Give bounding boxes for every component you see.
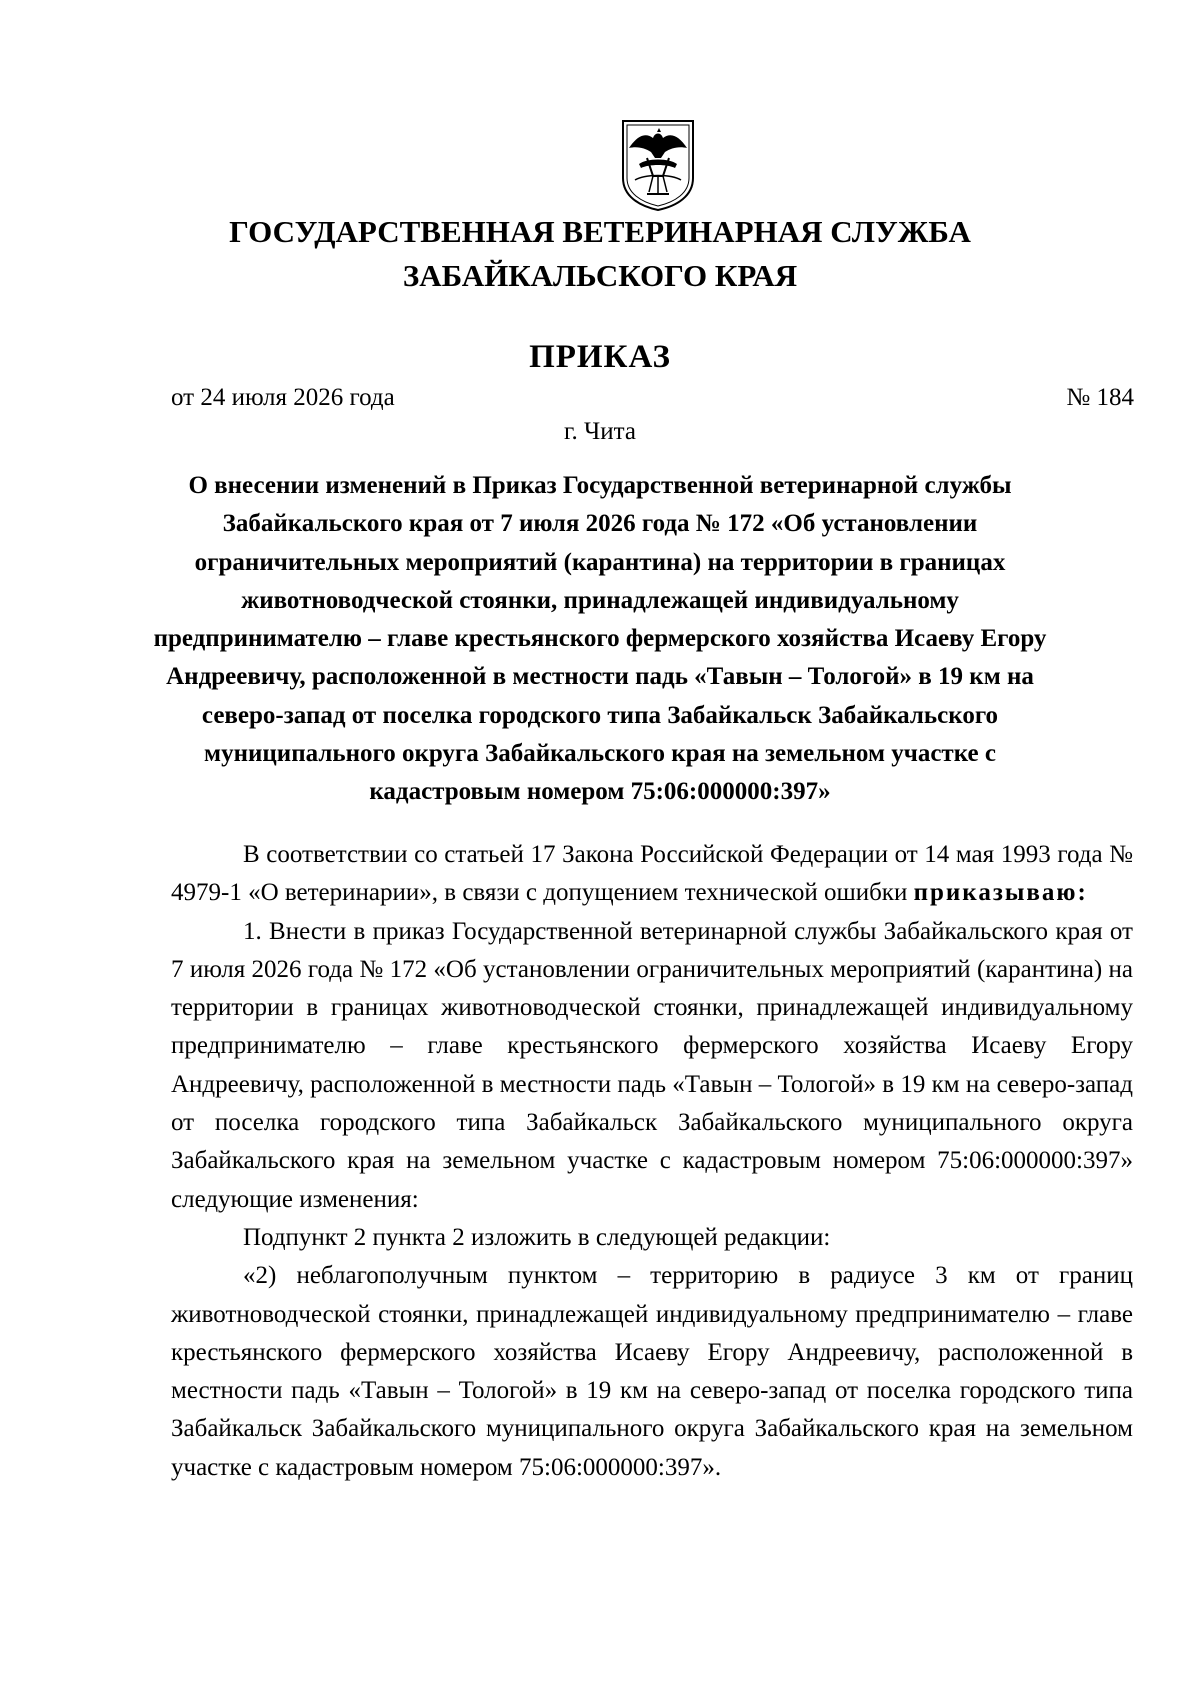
preamble-paragraph	[171, 836, 1133, 913]
organization-name-line-2: ЗАБАЙКАЛЬСКОГО КРАЯ	[402, 258, 798, 293]
preamble-text: В соответствии со статьей 17 Закона Российской Федерации от 14 мая 1993 года № 4979-1 «О ветеринарии», в связи с допущением технической ошибки	[171, 841, 1133, 907]
organization-name-line-1: ГОСУДАРСТВЕННАЯ ВЕТЕРИНАРНАЯ СЛУЖБА	[229, 214, 971, 249]
subitem-intro-paragraph: Подпункт 2 пункта 2 изложить в следующей редакции:	[243, 1223, 831, 1251]
order-word: приказываю:	[913, 879, 1088, 907]
document-date: от 24 июля 2026 года	[171, 384, 395, 411]
document-subject: О внесении изменений в Приказ Государственной ветеринарной службы Забайкальского края от 7 июля 2026 года № 172 «Об установлении ограничительных мероприятий (карантина) на территории в границах животноводческой стоянки, принадлежащей индивидуальному предпринимателю – главе крестьянского фермерского хозяйства Исаеву Егору Андреевичу, расположенной в местности падь «Тавын – Тологой» в 19 км на северо-запад от поселка городского типа Забайкальск Забайкальского муниципального округа Забайкальского края на земельном участке с кадастровым номером 75:06:000000:397»	[153, 472, 1047, 806]
subitem-text-paragraph: «2) неблагополучным пунктом – территорию в радиусе 3 км от границ животноводческой стоянки, принадлежащей индивидуальному предпринимателю – главе крестьянского фермерского хозяйства Исаеву Егору Андреевичу, расположенной в местности падь «Тавын – Тологой» в 19 км на северо-запад от поселка городского типа Забайкальск Забайкальского муниципального округа Забайкальского края на земельном участке с кадастровым номером 75:06:000000:397».	[171, 1262, 1133, 1481]
document-number: № 184	[1066, 384, 1134, 411]
item-1-paragraph: 1. Внести в приказ Государственной ветеринарной службы Забайкальского края от 7 июля 2026 года № 172 «Об установлении ограничительных мероприятий (карантина) на территории в границах животноводческой стоянки, принадлежащей индивидуальному предпринимателю – главе крестьянского фермерского хозяйства Исаеву Егору Андреевичу, расположенной в местности падь «Тавын – Тологой» в 19 км на северо-запад от поселка городского типа Забайкальск Забайкальского муниципального округа Забайкальского края на земельном участке с кадастровым номером 75:06:000000:397» следующие изменения:	[171, 917, 1133, 1213]
document-city: г. Чита	[564, 418, 636, 445]
document-body	[171, 836, 1133, 1487]
coat-of-arms-icon	[619, 118, 697, 212]
document-type-title: ПРИКАЗ	[529, 339, 671, 375]
